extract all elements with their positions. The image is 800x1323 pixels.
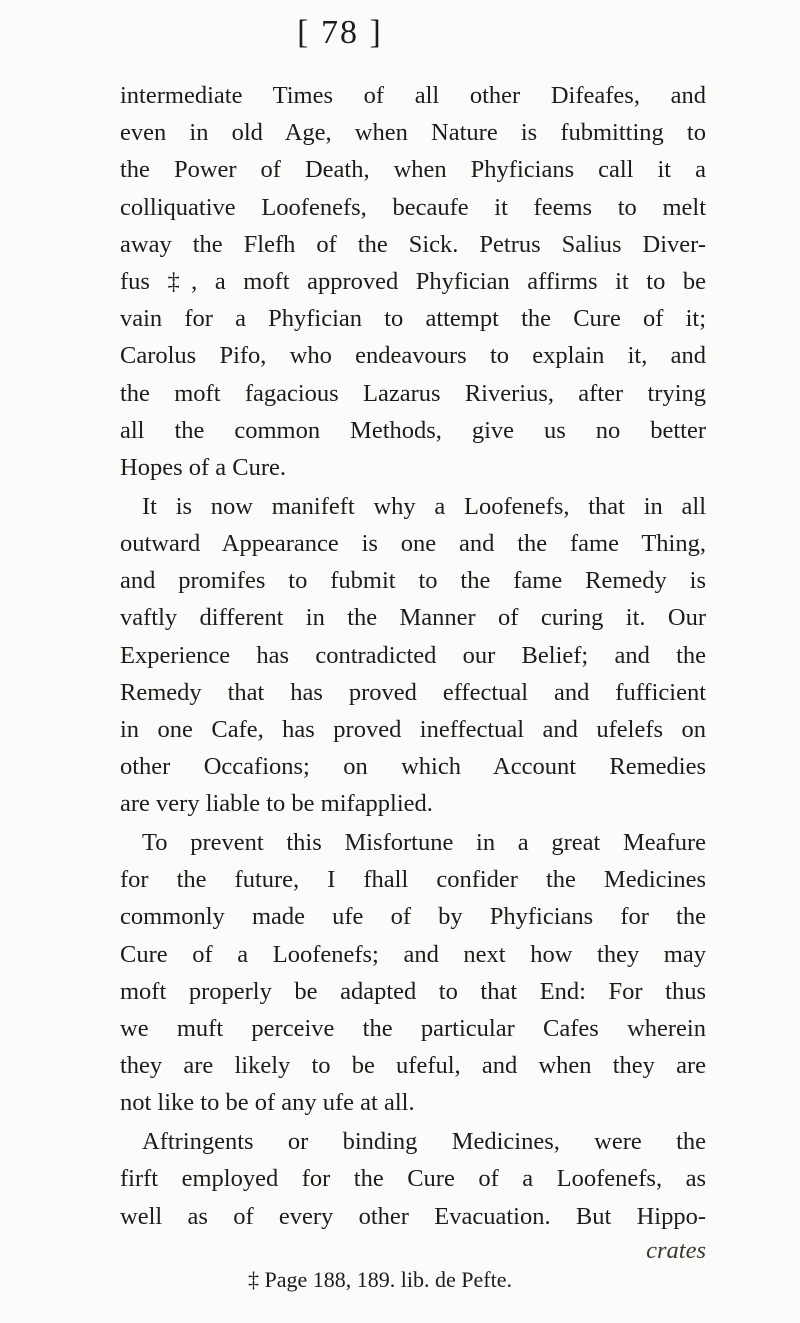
text-line: the Power of Death, when Phyficians call it a bbox=[120, 156, 706, 184]
text-line: moft properly be adapted to that End: For thus bbox=[120, 977, 706, 1005]
text-line: Remedy that has proved effectual and fufficient bbox=[120, 678, 706, 706]
text-line: To prevent this Misfortune in a great Meafure bbox=[142, 829, 706, 856]
page-number: [ 78 ] bbox=[297, 14, 383, 51]
text-line: well as of every other Evacuation. But Hippo- bbox=[120, 1202, 706, 1230]
text-line: all the common Methods, give us no better bbox=[120, 416, 706, 444]
text-line: they are likely to be ufeful, and when they are bbox=[120, 1052, 706, 1080]
footnote: ‡ Page 188, 189. lib. de Pefte. bbox=[248, 1266, 512, 1292]
text-line: It is now manifeft why a Loofenefs, that in all bbox=[142, 492, 706, 520]
catchword: crates bbox=[646, 1236, 706, 1264]
text-line: in one Cafe, has proved ineffectual and ufelefs on bbox=[120, 715, 706, 743]
text-line: even in old Age, when Nature is fubmitting to bbox=[120, 119, 706, 147]
text-line: fus ‡, a moft approved Phyfician affirms it to be bbox=[120, 268, 706, 295]
text-line: outward Appearance is one and the fame Thing, bbox=[120, 529, 706, 557]
text-line: vain for a Phyfician to attempt the Cure of it; bbox=[120, 305, 706, 333]
text-line: away the Flefh of the Sick. Petrus Salius Diver- bbox=[120, 230, 706, 258]
text-line: the moft fagacious Lazarus Riverius, after trying bbox=[120, 379, 706, 407]
text-line: commonly made ufe of by Phyficians for the bbox=[120, 903, 706, 931]
text-line: and promifes to fubmit to the fame Remedy is bbox=[120, 567, 706, 595]
text-line: Cure of a Loofenefs; and next how they may bbox=[120, 940, 706, 968]
text-line: Aftringents or binding Medicines, were the bbox=[142, 1128, 706, 1156]
text-line: Hopes of a Cure. bbox=[120, 454, 287, 481]
text-line: other Occafions; on which Account Remedies bbox=[120, 753, 706, 781]
text-line: we muft perceive the particular Cafes wherein bbox=[120, 1015, 706, 1042]
text-line: colliquative Loofenefs, becaufe it feems to melt bbox=[120, 193, 706, 221]
text-line: Experience has contradicted our Belief; and the bbox=[120, 641, 706, 669]
text-line: Carolus Pifo, who endeavours to explain it, and bbox=[120, 342, 706, 370]
text-line: firft employed for the Cure of a Loofenefs, as bbox=[120, 1165, 706, 1193]
text-line: are very liable to be mifapplied. bbox=[120, 790, 433, 818]
text-line: for the future, I fhall confider the Medicines bbox=[120, 866, 706, 894]
text-line: vaftly different in the Manner of curing it. Our bbox=[120, 604, 706, 632]
text-line: intermediate Times of all other Difeafes, and bbox=[120, 82, 706, 109]
text-line: not like to be of any ufe at all. bbox=[120, 1089, 415, 1117]
